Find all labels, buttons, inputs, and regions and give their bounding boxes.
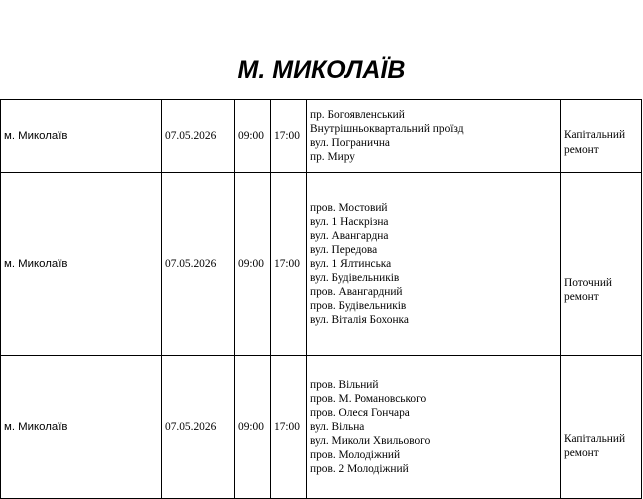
street-item: Внутрішньоквартальний проїзд xyxy=(310,123,464,135)
repair-type-cell: Капітальний ремонт xyxy=(561,100,642,173)
street-item: вул. Авангардна xyxy=(310,230,389,242)
page-title: М. МИКОЛАЇВ xyxy=(237,56,406,84)
date-cell: 07.05.2026 xyxy=(162,173,235,356)
end-time-cell: 17:00 xyxy=(271,173,307,356)
date-cell: 07.05.2026 xyxy=(162,100,235,173)
table-row xyxy=(1,173,642,356)
street-item: вул. Будівельників xyxy=(310,272,400,284)
street-item: пров. 2 Молодіжний xyxy=(310,463,409,475)
street-item: вул. Погранична xyxy=(310,137,390,149)
streets-cell xyxy=(307,173,561,356)
start-time-cell: 09:00 xyxy=(235,356,271,499)
city-cell: м. Миколаїв xyxy=(1,173,162,356)
repair-type-cell: Поточний ремонт xyxy=(561,173,642,356)
street-item: пров. Молодіжний xyxy=(310,449,401,461)
street-item: пров. Мостовий xyxy=(310,202,388,214)
street-item: пров. Вільний xyxy=(310,379,379,391)
end-time-cell: 17:00 xyxy=(271,100,307,173)
street-item: пр. Миру xyxy=(310,151,355,163)
end-time-cell: 17:00 xyxy=(271,356,307,499)
street-item: пров. Будівельників xyxy=(310,300,407,312)
street-item: вул. Миколи Хвильового xyxy=(310,435,431,447)
street-item: пров. Авангардний xyxy=(310,286,403,298)
street-item: пров. М. Романовського xyxy=(310,393,427,405)
street-item: вул. Передова xyxy=(310,244,378,256)
date-cell: 07.05.2026 xyxy=(162,356,235,499)
street-item: пров. Олеся Гончара xyxy=(310,407,410,419)
city-cell: м. Миколаїв xyxy=(1,356,162,499)
table-row xyxy=(1,356,642,499)
street-item: пр. Богоявленський xyxy=(310,109,405,121)
repair-type-cell: Капітальний ремонт xyxy=(561,356,642,499)
streets-cell xyxy=(307,356,561,499)
city-cell: м. Миколаїв xyxy=(1,100,162,173)
street-item: вул. 1 Ялтинська xyxy=(310,258,392,270)
street-item: вул. Віталія Бохонка xyxy=(310,314,409,326)
street-item: вул. Вільна xyxy=(310,421,365,433)
street-item: вул. 1 Наскрізна xyxy=(310,216,389,228)
table-row xyxy=(1,100,642,173)
start-time-cell: 09:00 xyxy=(235,173,271,356)
start-time-cell: 09:00 xyxy=(235,100,271,173)
outage-schedule-table xyxy=(0,99,642,499)
streets-cell xyxy=(307,100,561,173)
